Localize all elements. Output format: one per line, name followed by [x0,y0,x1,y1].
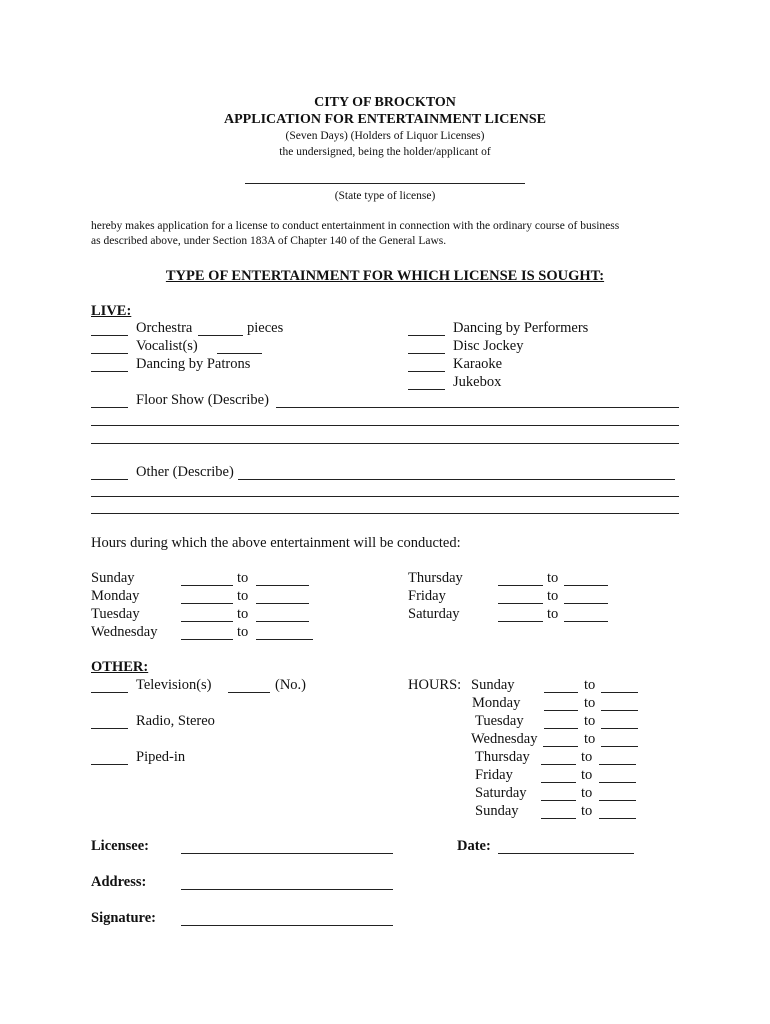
other-hours-day-wednesday: Wednesday [471,731,538,747]
to-label: to [584,695,596,711]
other-sunday-from-field[interactable] [544,692,578,693]
piped-checkbox[interactable] [91,764,128,765]
intro-text: the undersigned, being the holder/applicant of [279,146,491,158]
to-label: to [581,749,593,765]
other-wednesday-to-field[interactable] [601,746,638,747]
dancing-performers-label: Dancing by Performers [453,320,589,336]
to-label: to [584,713,596,729]
to-label: to [547,570,559,586]
date-field[interactable] [498,853,634,854]
to-label: to [581,767,593,783]
other-saturday-to-field[interactable] [599,800,636,801]
other-line-2[interactable] [91,496,679,497]
dancing-patrons-label: Dancing by Patrons [136,356,251,372]
other-hours-day-tuesday: Tuesday [475,713,524,729]
statement-line-1: hereby makes application for a license to conduct entertainment in connection with the ordinary course of business [91,220,620,232]
floor-show-label: Floor Show (Describe) [136,392,269,408]
hours-day-tuesday: Tuesday [91,606,140,622]
hours-day-wednesday: Wednesday [91,624,158,640]
other-field[interactable] [238,479,675,480]
address-field[interactable] [181,889,393,890]
disc-jockey-checkbox[interactable] [408,353,445,354]
to-label: to [237,606,249,622]
saturday-to-field[interactable] [564,621,608,622]
other-checkbox[interactable] [91,479,128,480]
friday-to-field[interactable] [564,603,608,604]
license-type-field[interactable] [245,183,525,184]
to-label: to [584,677,596,693]
other-hours-day-saturday: Saturday [475,785,527,801]
other-hours-day-sunday-2: Sunday [475,803,519,819]
other-monday-to-field[interactable] [601,710,638,711]
statement-line-2: as described above, under Section 183A of Chapter 140 of the General Laws. [91,235,447,247]
saturday-from-field[interactable] [498,621,543,622]
to-label: to [581,803,593,819]
to-label: to [237,570,249,586]
wednesday-from-field[interactable] [181,639,233,640]
tuesday-from-field[interactable] [181,621,233,622]
city-title: CITY OF BROCKTON [314,95,456,110]
jukebox-checkbox[interactable] [408,389,445,390]
other-label: Other (Describe) [136,464,234,480]
other-sunday2-from-field[interactable] [541,818,576,819]
other-hours-day-friday: Friday [475,767,513,783]
radio-label: Radio, Stereo [136,713,215,729]
signature-label: Signature: [91,910,156,926]
vocalists-label: Vocalist(s) [136,338,198,354]
tuesday-to-field[interactable] [256,621,309,622]
other-sunday-to-field[interactable] [601,692,638,693]
to-label: to [237,588,249,604]
section-title: TYPE OF ENTERTAINMENT FOR WHICH LICENSE IS SOUGHT: [165,268,605,284]
thursday-from-field[interactable] [498,585,543,586]
television-no-label: (No.) [275,677,307,693]
other-saturday-from-field[interactable] [541,800,576,801]
other-friday-to-field[interactable] [599,782,636,783]
date-label: Date: [457,838,491,854]
piped-label: Piped-in [136,749,186,765]
other-tuesday-from-field[interactable] [544,728,578,729]
licensee-field[interactable] [181,853,393,854]
jukebox-label: Jukebox [453,374,502,390]
other-line-3[interactable] [91,513,679,514]
dancing-performers-checkbox[interactable] [408,335,445,336]
wednesday-to-field[interactable] [256,639,313,640]
karaoke-label: Karaoke [453,356,503,372]
floor-show-line-2[interactable] [91,425,679,426]
other-hours-day-monday: Monday [472,695,521,711]
other-heading: OTHER: [91,659,149,675]
hours-day-sunday: Sunday [91,570,135,586]
karaoke-checkbox[interactable] [408,371,445,372]
hours-day-saturday: Saturday [408,606,460,622]
other-tuesday-to-field[interactable] [601,728,638,729]
other-hours-label: HOURS: [408,677,462,693]
vocalists-count-field[interactable] [217,353,262,354]
address-label: Address: [91,874,147,890]
floor-show-line-3[interactable] [91,443,679,444]
to-label: to [547,588,559,604]
pieces-field[interactable] [198,335,243,336]
sunday-from-field[interactable] [181,585,233,586]
vocalists-checkbox[interactable] [91,353,128,354]
other-thursday-to-field[interactable] [599,764,636,765]
floor-show-checkbox[interactable] [91,407,128,408]
sunday-to-field[interactable] [256,585,309,586]
to-label: to [237,624,249,640]
monday-to-field[interactable] [256,603,309,604]
other-monday-from-field[interactable] [544,710,578,711]
other-wednesday-from-field[interactable] [543,746,578,747]
friday-from-field[interactable] [498,603,543,604]
television-count-field[interactable] [228,692,270,693]
dancing-patrons-checkbox[interactable] [91,371,128,372]
to-label: to [581,785,593,801]
floor-show-field[interactable] [276,407,679,408]
licensee-label: Licensee: [91,838,149,854]
television-label: Television(s) [136,677,212,693]
hours-day-friday: Friday [408,588,446,604]
other-thursday-from-field[interactable] [541,764,576,765]
signature-field[interactable] [181,925,393,926]
hours-day-thursday: Thursday [408,570,463,586]
pieces-label: pieces [247,320,284,336]
radio-checkbox[interactable] [91,728,128,729]
other-friday-from-field[interactable] [541,782,576,783]
other-sunday2-to-field[interactable] [599,818,636,819]
form-title: APPLICATION FOR ENTERTAINMENT LICENSE [224,112,546,127]
to-label: to [584,731,596,747]
other-hours-day-thursday: Thursday [475,749,530,765]
hours-intro: Hours during which the above entertainment will be conducted: [91,535,461,551]
to-label: to [547,606,559,622]
other-hours-day-sunday: Sunday [471,677,515,693]
form-subtitle: (Seven Days) (Holders of Liquor Licenses) [285,130,485,142]
orchestra-checkbox[interactable] [91,335,128,336]
thursday-to-field[interactable] [564,585,608,586]
disc-jockey-label: Disc Jockey [453,338,524,354]
hours-day-monday: Monday [91,588,140,604]
television-checkbox[interactable] [91,692,128,693]
license-type-label: (State type of license) [334,190,436,202]
orchestra-label: Orchestra [136,320,193,336]
live-heading: LIVE: [91,303,132,319]
monday-from-field[interactable] [181,603,233,604]
